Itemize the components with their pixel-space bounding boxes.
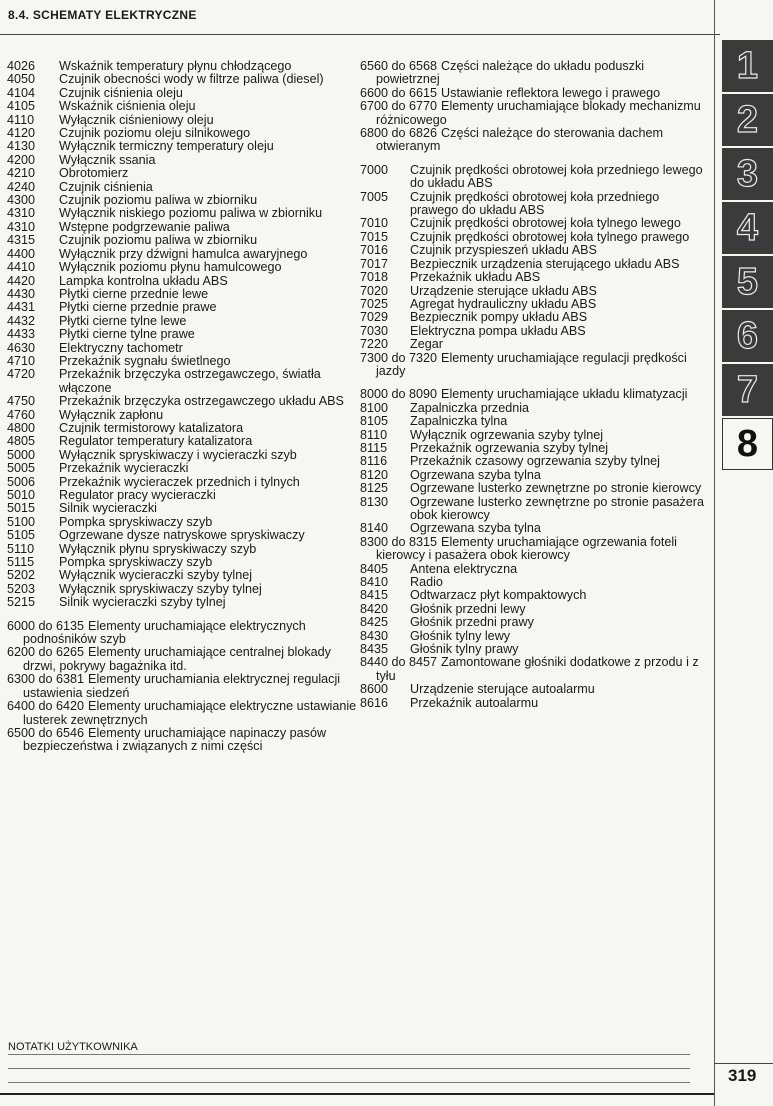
item-code: 4200 (7, 152, 36, 167)
list-item (360, 127, 710, 154)
item-code: 8140 (360, 521, 389, 536)
user-notes-title: NOTATKI UŻYTKOWNIKA (8, 1041, 138, 1053)
item-description: Głośnik tylny prawy (410, 642, 519, 657)
list-item (7, 556, 357, 569)
item-code: 7005 (360, 189, 389, 204)
item-description: Agregat hydrauliczny układu ABS (410, 296, 597, 311)
item-description: Przekaźnik układu ABS (410, 270, 541, 285)
chapter-tabs (722, 40, 773, 472)
item-description: Ogrzewane lusterko zewnętrzne po stronie kierowcy (410, 481, 702, 496)
list-item (7, 449, 357, 462)
list-item (360, 217, 710, 230)
item-description: Pompka spryskiwaczy szyb (59, 514, 213, 529)
item-description: Czujnik poziomu oleju silnikowego (59, 126, 251, 141)
item-code: 7220 (360, 337, 389, 352)
list-item (7, 288, 357, 301)
item-code: 4410 (7, 260, 36, 275)
item-description (7, 700, 357, 727)
list-item (7, 368, 357, 395)
note-line (8, 1054, 690, 1055)
item-code: 5100 (7, 514, 36, 529)
item-code: 8120 (360, 467, 389, 482)
item-code: 8435 (360, 642, 389, 657)
item-description: Czujnik ciśnienia (59, 179, 153, 194)
list-item (7, 476, 357, 489)
list-item (7, 181, 357, 194)
item-description: Wyłącznik ssania (59, 152, 156, 167)
item-code: 4300 (7, 193, 36, 208)
item-code: 4432 (7, 313, 36, 328)
item-description (7, 673, 357, 700)
item-description: Przekaźnik brzęczyka ostrzegawczego układu ABS (59, 394, 344, 409)
item-description: Płytki cierne tylne lewe (59, 313, 187, 328)
item-description: Głośnik tylny lewy (410, 628, 511, 643)
item-code: 8100 (360, 400, 389, 415)
item-code: 4805 (7, 434, 36, 449)
item-code: 4400 (7, 246, 36, 261)
item-description: Przekaźnik wycieraczek przednich i tylnych (59, 474, 300, 489)
list-item (7, 342, 357, 355)
item-description: Wyłącznik zapłonu (59, 407, 164, 422)
list-item (360, 87, 710, 100)
item-range-code: 8440 do 8457 (360, 655, 438, 670)
list-item (360, 338, 710, 351)
item-description (360, 656, 710, 683)
list-item (360, 482, 710, 495)
item-range-text: Elementy uruchamiające centralnej blokady drzwi, pokrywy bagażnika itd. (23, 645, 331, 673)
item-code: 8130 (360, 494, 389, 509)
list-item (7, 194, 357, 207)
item-code: 4310 (7, 219, 36, 234)
item-code: 4104 (7, 85, 36, 100)
item-description (7, 646, 357, 673)
item-description: Płytki cierne przednie prawe (59, 300, 217, 315)
list-item (360, 589, 710, 602)
item-description: Ogrzewane lusterko zewnętrzne po stronie pasażera obok kierowcy (410, 494, 705, 522)
item-description: Czujnik ciśnienia oleju (59, 85, 183, 100)
item-range-text: Elementy uruchamiające elektryczne ustawianie lusterek zewnętrznych (23, 699, 357, 727)
item-code: 4310 (7, 206, 36, 221)
list-item (7, 646, 357, 673)
item-description: Urządzenie sterujące układu ABS (410, 283, 597, 298)
list-item (7, 727, 357, 754)
list-item (7, 355, 357, 368)
item-code: 4315 (7, 233, 36, 248)
list-item (7, 700, 357, 727)
item-description: Czujnik obecności wody w filtrze paliwa (diesel) (59, 72, 324, 87)
item-description (7, 620, 357, 647)
item-description: Zapalniczka tylna (410, 414, 508, 429)
item-range-code: 6560 do 6568 (360, 59, 438, 73)
list-item (360, 60, 710, 87)
item-description (360, 352, 710, 379)
left-column-list (7, 60, 357, 754)
item-code: 8110 (360, 427, 388, 442)
item-description (360, 536, 710, 563)
list-item (7, 543, 357, 556)
item-code: 4050 (7, 72, 36, 87)
item-range-text: Elementy uruchamiające układu klimatyzacji (441, 387, 688, 402)
item-description: Radio (410, 575, 443, 590)
item-description: Przekaźnik wycieraczki (59, 461, 189, 476)
item-description: Obrotomierz (59, 166, 129, 181)
item-range-text: Elementy uruchamiające napinaczy pasów bezpieczeństwa i związanych z nimi części (23, 725, 327, 754)
list-item (7, 315, 357, 328)
item-description: Przekaźnik autoalarmu (410, 695, 539, 710)
item-description (360, 60, 710, 87)
item-description (7, 727, 357, 754)
list-item (360, 415, 710, 428)
item-description: Antena elektryczna (410, 561, 518, 576)
item-range-text: Elementy uruchamiające blokady mechanizmu różnicowego (376, 99, 701, 127)
item-code: 4240 (7, 179, 36, 194)
item-description: Wstępne podgrzewanie paliwa (59, 219, 230, 234)
item-description: Wyłącznik przy dźwigni hamulca awaryjnego (59, 246, 308, 261)
item-range-text: Elementy uruchamiające ogrzewania foteli kierowcy i pasażera obok kierowcy (376, 534, 677, 563)
bottom-rule (0, 1093, 714, 1095)
item-description: Wskaźnik temperatury płynu chłodzącego (59, 59, 292, 73)
item-range-code: 6600 do 6615 (360, 85, 438, 100)
list-item (7, 462, 357, 475)
item-range-code: 6500 do 6546 (7, 725, 85, 740)
item-description: Czujnik termistorowy katalizatora (59, 420, 244, 435)
item-code: 7016 (360, 243, 389, 258)
item-description: Głośnik przedni prawy (410, 615, 534, 630)
list-item (7, 100, 357, 113)
list-item (7, 502, 357, 515)
item-code: 7010 (360, 216, 389, 231)
list-item (7, 234, 357, 247)
item-code: 8405 (360, 561, 389, 576)
item-description: Przekaźnik ogrzewania szyby tylnej (410, 440, 609, 455)
item-code: 7018 (360, 270, 389, 285)
list-item (360, 231, 710, 244)
list-item (7, 422, 357, 435)
item-description: Przekaźnik brzęczyka ostrzegawczego, światła włączone (59, 367, 321, 395)
item-description: Wyłącznik wycieraczki szyby tylnej (59, 568, 253, 583)
note-line (8, 1082, 690, 1083)
item-code: 5215 (7, 595, 36, 610)
item-code: 4720 (7, 367, 36, 382)
list-item (7, 154, 357, 167)
list-item (360, 616, 710, 629)
list-item (7, 395, 357, 408)
list-item (360, 388, 710, 401)
item-description: Zegar (410, 337, 443, 352)
item-description: Bezpiecznik pompy układu ABS (410, 310, 588, 325)
item-description: Płytki cierne przednie lewe (59, 286, 209, 301)
list-item (360, 630, 710, 643)
item-description: Wyłącznik ogrzewania szyby tylnej (410, 427, 604, 442)
list-item (7, 673, 357, 700)
item-code: 5015 (7, 501, 36, 516)
item-code: 5006 (7, 474, 36, 489)
list-item (360, 536, 710, 563)
item-description: Regulator pracy wycieraczki (59, 488, 216, 502)
item-range-text: Elementy uruchamiające regulacji prędkości jazdy (376, 350, 687, 378)
list-item (7, 140, 357, 153)
list-item (360, 643, 710, 656)
chapter-tab-4: 4 (722, 202, 773, 254)
item-code: 5010 (7, 488, 36, 502)
item-description: Ogrzewane dysze natryskowe spryskiwaczy (59, 528, 305, 543)
item-range-code: 6400 do 6420 (7, 699, 85, 714)
item-description: Ogrzewana szyba tylna (410, 467, 541, 482)
title-rule (0, 34, 720, 35)
item-code: 7000 (360, 162, 389, 177)
item-description: Wyłącznik termiczny temperatury oleju (59, 139, 274, 154)
list-item (360, 164, 710, 191)
item-code: 4800 (7, 420, 36, 435)
item-code: 4760 (7, 407, 36, 422)
list-item (7, 596, 357, 609)
item-range-code: 8300 do 8315 (360, 534, 438, 549)
list-item (360, 697, 710, 710)
item-code: 8616 (360, 695, 389, 710)
item-description: Wyłącznik poziomu płynu hamulcowego (59, 260, 282, 275)
list-item (7, 167, 357, 180)
item-code: 8425 (360, 615, 389, 630)
item-code: 7029 (360, 310, 389, 325)
item-description: Czujnik przyspieszeń układu ABS (410, 243, 597, 258)
item-code: 4630 (7, 340, 36, 355)
item-description: Wskaźnik ciśnienia oleju (59, 99, 196, 114)
right-margin-line (714, 0, 715, 1106)
list-item (360, 469, 710, 482)
item-description (360, 388, 710, 401)
item-code: 5110 (7, 541, 35, 556)
item-description: Płytki cierne tylne prawe (59, 327, 195, 342)
item-description: Czujnik prędkości obrotowej koła przedniego prawego do układu ABS (410, 189, 660, 218)
page-number-rule (714, 1063, 773, 1064)
item-code: 8125 (360, 481, 389, 496)
item-code: 8410 (360, 575, 389, 590)
item-code: 8430 (360, 628, 389, 643)
item-description: Przekaźnik sygnału świetlnego (59, 353, 231, 368)
item-code: 8116 (360, 454, 388, 469)
list-item (360, 656, 710, 683)
list-item (7, 127, 357, 140)
item-code: 4710 (7, 353, 36, 368)
list-item (360, 352, 710, 379)
list-item (360, 244, 710, 257)
list-item (360, 258, 710, 271)
list-item (360, 563, 710, 576)
item-code: 7025 (360, 296, 389, 311)
item-code: 4431 (7, 300, 36, 315)
list-item (7, 301, 357, 314)
item-description: Czujnik prędkości obrotowej koła przedniego lewego do układu ABS (410, 162, 703, 191)
item-code: 4130 (7, 139, 36, 154)
item-description: Wyłącznik spryskiwaczy szyby tylnej (59, 581, 262, 596)
item-code: 7017 (360, 256, 389, 271)
item-code: 5105 (7, 528, 36, 543)
item-code: 5005 (7, 461, 36, 476)
item-range-code: 6300 do 6381 (7, 672, 85, 687)
item-description: Czujnik poziomu paliwa w zbiorniku (59, 193, 258, 208)
item-description: Wyłącznik ciśnieniowy oleju (59, 112, 214, 127)
list-item (7, 516, 357, 529)
item-description: Czujnik prędkości obrotowej koła tylnego lewego (410, 216, 681, 231)
item-code: 5202 (7, 568, 36, 583)
list-item (360, 325, 710, 338)
item-range-text: Części należące do układu poduszki powietrznej (376, 59, 645, 87)
list-item (360, 271, 710, 284)
item-description (360, 100, 710, 127)
list-item (7, 435, 357, 448)
list-item (7, 60, 357, 73)
item-code: 4110 (7, 112, 35, 127)
item-code: 4105 (7, 99, 36, 114)
right-column-list (360, 60, 710, 710)
item-range-code: 6000 do 6135 (7, 618, 85, 633)
item-description: Silnik wycieraczki (59, 501, 157, 516)
item-code: 8105 (360, 414, 389, 429)
item-description: Lampka kontrolna układu ABS (59, 273, 228, 288)
item-description: Czujnik prędkości obrotowej koła tylnego prawego (410, 229, 690, 244)
item-description: Wyłącznik płynu spryskiwaczy szyb (59, 541, 257, 556)
item-description: Głośnik przedni lewy (410, 601, 526, 616)
item-code: 7020 (360, 283, 389, 298)
item-range-text: Elementy uruchamiające elektrycznych podnośników szyb (23, 618, 306, 647)
list-item (7, 489, 357, 502)
list-item (7, 87, 357, 100)
list-item (360, 100, 710, 127)
item-range-code: 7300 do 7320 (360, 350, 438, 365)
item-range-text: Części należące do sterowania dachem otwieranym (376, 126, 663, 154)
list-item (7, 569, 357, 582)
item-range-code: 6800 do 6826 (360, 126, 438, 141)
item-code: 4750 (7, 394, 36, 409)
chapter-tab-2: 2 (722, 94, 773, 146)
note-line (8, 1068, 690, 1069)
item-range-code: 6700 do 6770 (360, 99, 438, 114)
list-item (360, 522, 710, 535)
item-description: Elektryczna pompa układu ABS (410, 323, 586, 338)
item-range-code: 8000 do 8090 (360, 387, 438, 402)
item-code: 5203 (7, 581, 36, 596)
item-description: Przekaźnik czasowy ogrzewania szyby tylnej (410, 454, 660, 469)
list-item (7, 114, 357, 127)
item-code: 7030 (360, 323, 389, 338)
item-description (360, 87, 710, 100)
list-item (360, 429, 710, 442)
item-description: Wyłącznik niskiego poziomu paliwa w zbiorniku (59, 206, 323, 221)
list-item (360, 311, 710, 324)
list-item (360, 442, 710, 455)
list-item (360, 455, 710, 468)
list-item (360, 191, 710, 218)
item-code: 4026 (7, 59, 36, 73)
list-item (7, 275, 357, 288)
item-description: Wyłącznik spryskiwaczy i wycieraczki szyb (59, 447, 297, 462)
item-description: Czujnik poziomu paliwa w zbiorniku (59, 233, 258, 248)
item-description: Odtwarzacz płyt kompaktowych (410, 588, 587, 603)
item-description: Zapalniczka przednia (410, 400, 530, 415)
list-item (360, 285, 710, 298)
list-item (360, 603, 710, 616)
item-code: 8600 (360, 682, 389, 697)
item-code: 5000 (7, 447, 36, 462)
item-code: 8420 (360, 601, 389, 616)
list-item (7, 583, 357, 596)
item-range-text: Zamontowane głośniki dodatkowe z przodu i z tyłu (376, 655, 699, 683)
chapter-tab-5: 5 (722, 256, 773, 308)
list-item (360, 496, 710, 523)
list-item (7, 73, 357, 86)
chapter-tab-8: 8 (722, 418, 773, 470)
chapter-tab-1: 1 (722, 40, 773, 92)
list-item (7, 620, 357, 647)
item-code: 4210 (7, 166, 36, 181)
item-code: 4120 (7, 126, 36, 141)
item-range-code: 6200 do 6265 (7, 645, 85, 660)
page-number: 319 (728, 1066, 757, 1085)
item-code: 8115 (360, 440, 388, 455)
list-item (360, 683, 710, 696)
item-description: Silnik wycieraczki szyby tylnej (59, 595, 226, 610)
item-range-text: Ustawianie reflektora lewego i prawego (441, 85, 661, 100)
list-item (7, 529, 357, 542)
item-code: 8415 (360, 588, 389, 603)
section-title: 8.4. SCHEMATY ELEKTRYCZNE (8, 8, 197, 22)
chapter-tab-7: 7 (722, 364, 773, 416)
item-description: Elektryczny tachometr (59, 340, 183, 355)
list-item (7, 221, 357, 234)
item-code: 7015 (360, 229, 389, 244)
item-description (360, 127, 710, 154)
list-item (360, 402, 710, 415)
list-item (7, 409, 357, 422)
item-code: 4433 (7, 327, 36, 342)
item-code: 4430 (7, 286, 36, 301)
item-description: Ogrzewana szyba tylna (410, 521, 541, 536)
item-description: Urządzenie sterujące autoalarmu (410, 682, 595, 697)
list-item (360, 576, 710, 589)
list-item (360, 298, 710, 311)
list-item (7, 261, 357, 274)
item-range-text: Elementy uruchamiania elektrycznej regulacji ustawienia siedzeń (23, 672, 341, 700)
item-description: Pompka spryskiwaczy szyb (59, 555, 213, 570)
chapter-tab-3: 3 (722, 148, 773, 200)
item-code: 4420 (7, 273, 36, 288)
list-item (7, 207, 357, 220)
item-description: Bezpiecznik urządzenia sterującego układu ABS (410, 256, 680, 271)
list-item (7, 248, 357, 261)
item-code: 5115 (7, 555, 35, 570)
list-item (7, 328, 357, 341)
item-description: Regulator temperatury katalizatora (59, 434, 253, 449)
chapter-tab-6: 6 (722, 310, 773, 362)
